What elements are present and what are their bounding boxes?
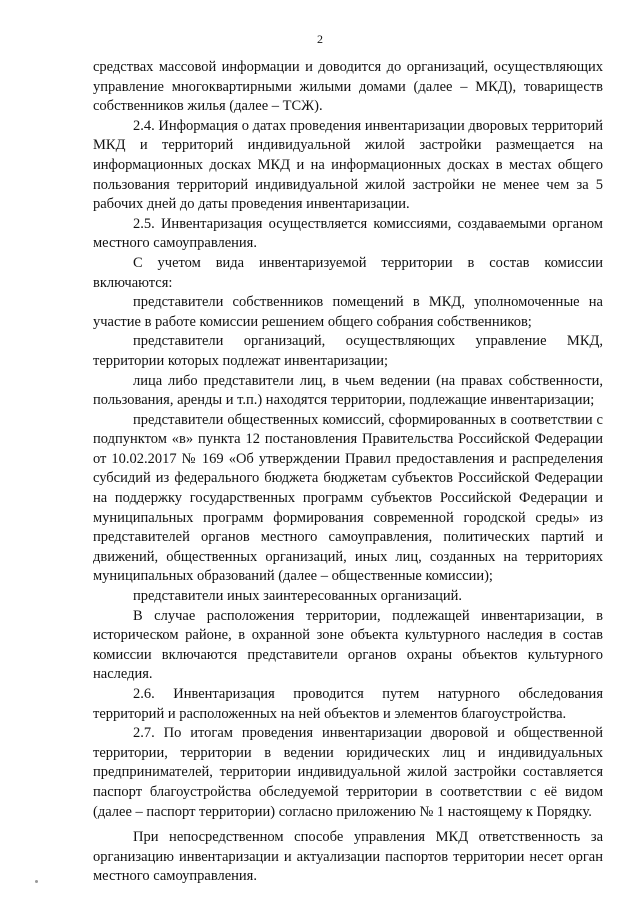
document-body [93,58,603,887]
paragraph: средствах массовой информации и доводится до организаций, осуществляющих управление многоквартирными жилыми домами (далее – МКД), товариществ собственников жилья (далее – ТСЖ). [93,59,603,115]
paragraph: представители собственников помещений в МКД, уполномоченные на участие в работе комиссии решением общего собрания собственников; [93,294,603,330]
paragraph: 2.6. Инвентаризация проводится путем натурного обследования территорий и расположенных на ней объектов и элементов благоустройства. [93,686,603,722]
paragraph: 2.5. Инвентаризация осуществляется комиссиями, создаваемыми органом местного самоуправления. [93,215,603,252]
paragraph: При непосредственном способе управления МКД ответственность за организацию инвентаризации и актуализации паспортов территории несет орган местного самоуправления. [93,829,603,885]
paragraph: 2.7. По итогам проведения инвентаризации дворовой и общественной территории, территории в ведении юридических лиц и индивидуальных предпринимателей, территории индивидуальной жилой застройки составляется паспорт благоустройства обследуемой территории в соответствии с её видом (далее – паспорт территории) согласно приложению № 1 настоящему к Порядку. [93,725,603,820]
paragraph: представители организаций, осуществляющих управление МКД, территории которых подлежат инвентаризации; [93,333,603,369]
paragraph: В случае расположения территории, подлежащей инвентаризации, в историческом районе, в охранной зоне объекта культурного наследия в состав комиссии включаются представители органов охраны объектов культурного наследия. [93,607,603,683]
paragraph: 2.4. Информация о датах проведения инвентаризации дворовых территорий МКД и территорий индивидуальной жилой застройки размещается на информационных досках МКД и на информационных досках в местах общего пользования территорий индивидуальной жилой застройки не менее чем за 5 рабочих дней до даты проведения инвентаризации. [93,117,603,213]
page-number: 2 [317,32,323,46]
paragraph: лица либо представители лиц, в чьем ведении (на правах собственности, пользования, аренды и т.п.) находятся территории, подлежащие инвентаризации; [93,372,603,409]
paragraph: С учетом вида инвентаризуемой территории в состав комиссии включаются: [93,254,603,291]
paragraph: представители иных заинтересованных организаций. [133,588,463,605]
paragraph: представители общественных комиссий, сформированных в соответствии с подпунктом «в» пункта 12 постановления Правительства Российской Федерации от 10.02.2017 № 169 «Об утверждении Правил предоставления и распределения субсидий из федерального бюджета бюджетам субъектов Российской Федерации на поддержку государственных программ субъектов Российской Федерации и муниципальных программ формирования современной городской среды» из представителей органов местного самоуправления, политических партий и движений, общественных организаций, иных лиц, созданных на территориях муниципальных образований (далее – общественные комиссии); [93,411,603,585]
scan-speck [35,880,38,883]
